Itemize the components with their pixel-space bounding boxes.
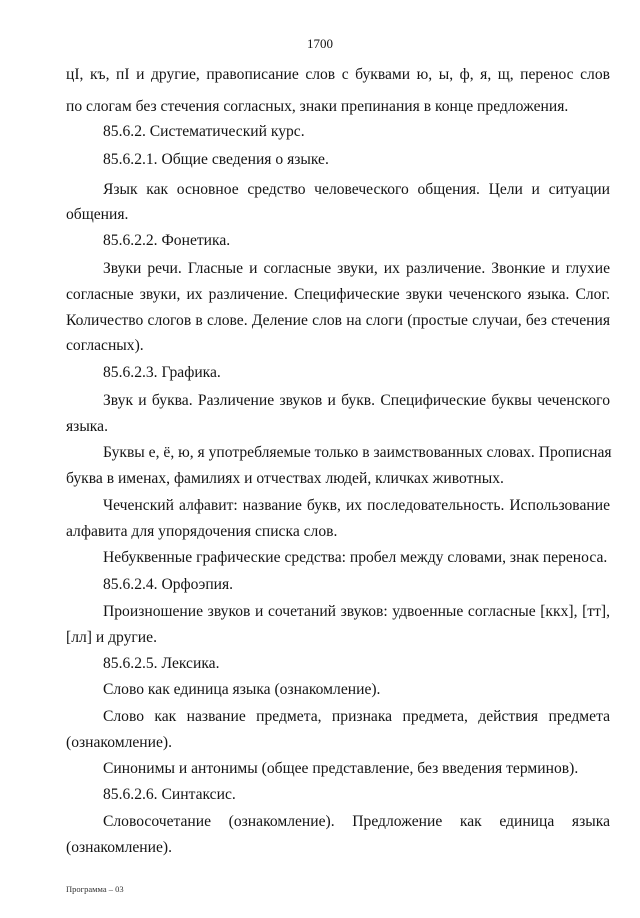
paragraph-line: Слово как название предмета, признака предмета, действия предмета bbox=[103, 708, 610, 725]
paragraph-line: Словосочетание (ознакомление). Предложение как единица языка bbox=[103, 813, 610, 830]
section-heading: 85.6.2.4. Орфоэпия. bbox=[103, 576, 234, 593]
paragraph-line: Произношение звуков и сочетаний звуков: удвоенные согласные [ккх], [тт], bbox=[103, 603, 610, 620]
paragraph-line: Буквы е, ё, ю, я употребляемые только в заимствованных словах. Прописная bbox=[103, 444, 612, 461]
section-heading: 85.6.2.1. Общие сведения о языке. bbox=[103, 151, 329, 168]
paragraph-line: (ознакомление). bbox=[66, 734, 172, 751]
page-footer: Программа – 03 bbox=[66, 884, 124, 894]
paragraph-line: Количество слогов в слове. Деление слов на слоги (простые случаи, без стечения bbox=[66, 312, 610, 329]
paragraph-line: общения. bbox=[66, 206, 129, 223]
paragraph-line: Синонимы и антонимы (общее представление, без введения терминов). bbox=[103, 760, 579, 777]
page-number: 1700 bbox=[307, 36, 333, 51]
text-line: по слогам без стечения согласных, знаки препинания в конце предложения. bbox=[66, 98, 569, 115]
paragraph-line: (ознакомление). bbox=[66, 839, 172, 856]
paragraph-line: Язык как основное средство человеческого общения. Цели и ситуации bbox=[103, 181, 610, 198]
paragraph-line: Звуки речи. Гласные и согласные звуки, их различение. Звонкие и глухие bbox=[103, 260, 610, 277]
text-line: цI, къ, пI и другие, правописание слов с буквами ю, ы, ф, я, щ, перенос слов bbox=[66, 66, 610, 83]
section-heading: 85.6.2.2. Фонетика. bbox=[103, 232, 231, 249]
paragraph-line: алфавита для упорядочения списка слов. bbox=[66, 523, 338, 540]
paragraph-line: языка. bbox=[66, 418, 108, 435]
paragraph-line: согласных). bbox=[66, 337, 144, 354]
section-heading: 85.6.2.3. Графика. bbox=[103, 364, 221, 381]
paragraph-line: Чеченский алфавит: название букв, их последовательность. Использование bbox=[103, 497, 610, 514]
paragraph-line: [лл] и другие. bbox=[66, 629, 157, 646]
section-heading: 85.6.2.6. Синтаксис. bbox=[103, 786, 236, 803]
paragraph-line: Небуквенные графические средства: пробел между словами, знак переноса. bbox=[103, 549, 608, 566]
section-heading: 85.6.2. Систематический курс. bbox=[103, 123, 305, 140]
paragraph-line: согласные звуки, их различение. Специфические звуки чеченского языка. Слог. bbox=[66, 286, 610, 303]
paragraph-line: Звук и буква. Различение звуков и букв. Специфические буквы чеченского bbox=[103, 392, 610, 409]
section-heading: 85.6.2.5. Лексика. bbox=[103, 655, 220, 672]
paragraph-line: буква в именах, фамилиях и отчествах людей, кличках животных. bbox=[66, 470, 504, 487]
paragraph-line: Слово как единица языка (ознакомление). bbox=[103, 681, 381, 698]
